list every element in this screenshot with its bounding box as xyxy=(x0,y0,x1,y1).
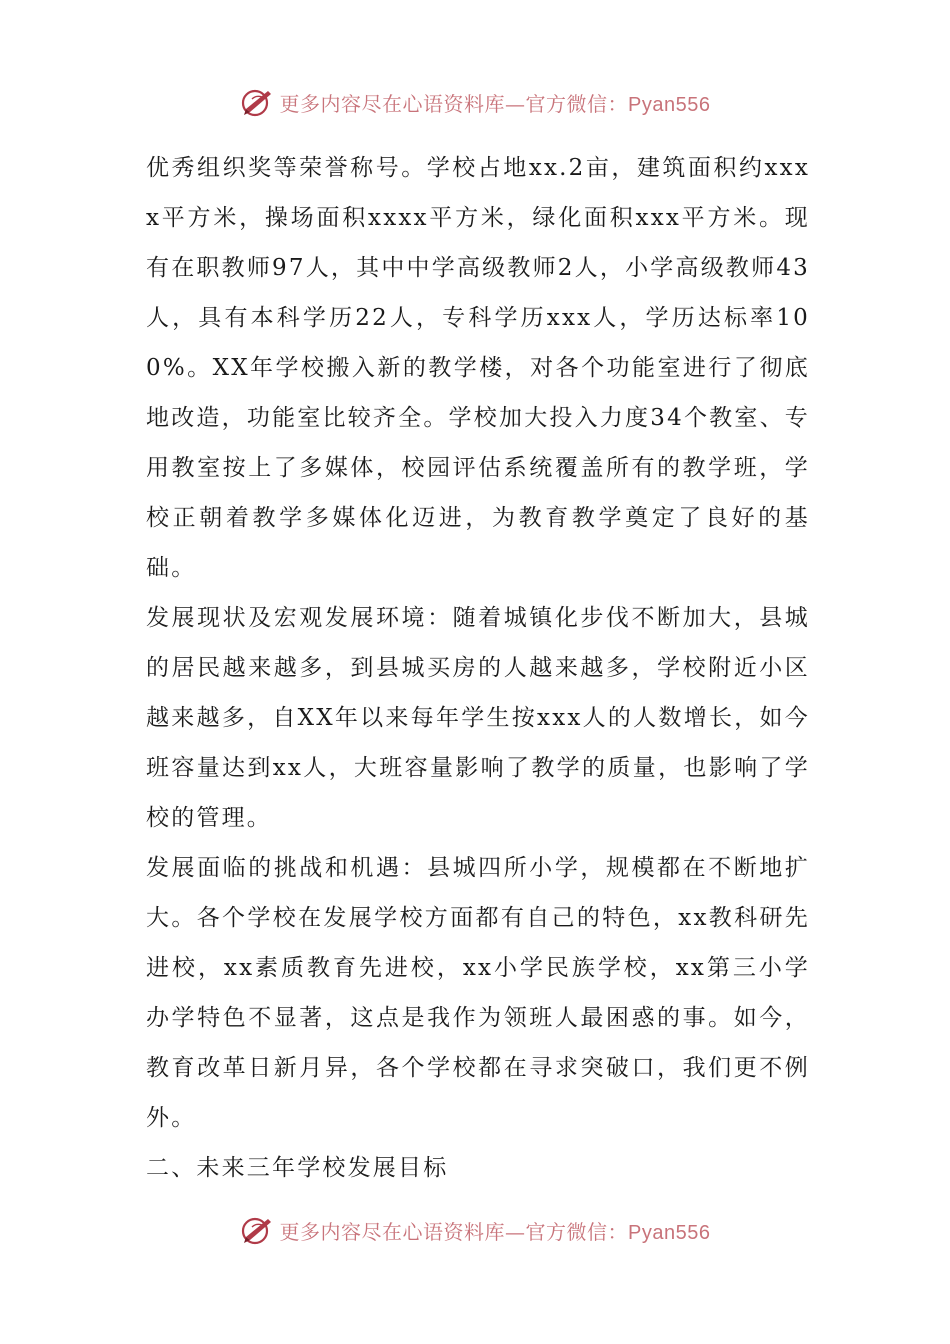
header-wechat-id: Pyan556 xyxy=(628,93,711,116)
pen-logo-icon xyxy=(240,85,274,119)
footer-wechat-id: Pyan556 xyxy=(628,1221,711,1244)
footer-banner xyxy=(0,1208,950,1252)
section-heading-goals: 二、未来三年学校发展目标 xyxy=(146,1155,449,1181)
footer-banner-label: 更多内容尽在心语资料库—官方微信： xyxy=(279,1219,629,1244)
header-banner-text xyxy=(280,88,711,117)
paragraph-challenges-opportunities: 发展面临的挑战和机遇：县城四所小学，规模都在不断地扩大。各个学校在发展学校方面都有自己的特色，xx教科研先进校，xx素质教育先进校，xx小学民族学校，xx第三小学办学特色不显著，这点是我作为领班人最困惑的事。如今，教育改革日新月异，各个学校都在寻求突破口，我们更不例外。 xyxy=(146,855,810,1131)
header-banner xyxy=(0,80,950,124)
header-banner-label: 更多内容尽在心语资料库—官方微信： xyxy=(279,91,629,116)
document-body xyxy=(146,143,810,1193)
footer-banner-text xyxy=(280,1216,711,1245)
paragraph-development-status: 发展现状及宏观发展环境：随着城镇化步伐不断加大，县城的居民越来越多，到县城买房的人越来越多，学校附近小区越来越多，自XX年以来每年学生按xxx人的人数增长，如今班容量达到xx人，大班容量影响了教学的质量，也影响了学校的管理。 xyxy=(146,605,810,831)
pen-logo-icon xyxy=(240,1213,274,1247)
paragraph-school-overview: 优秀组织奖等荣誉称号。学校占地xx.2亩，建筑面积约xxxx平方米，操场面积xxxx平方米，绿化面积xxx平方米。现有在职教师97人，其中中学高级教师2人，小学高级教师43人，具有本科学历22人，专科学历xxx人，学历达标率100%。XX年学校搬入新的教学楼，对各个功能室进行了彻底地改造，功能室比较齐全。学校加大投入力度34个教室、专用教室按上了多媒体，校园评估系统覆盖所有的教学班，学校正朝着教学多媒体化迈进，为教育教学奠定了良好的基础。 xyxy=(146,155,810,581)
